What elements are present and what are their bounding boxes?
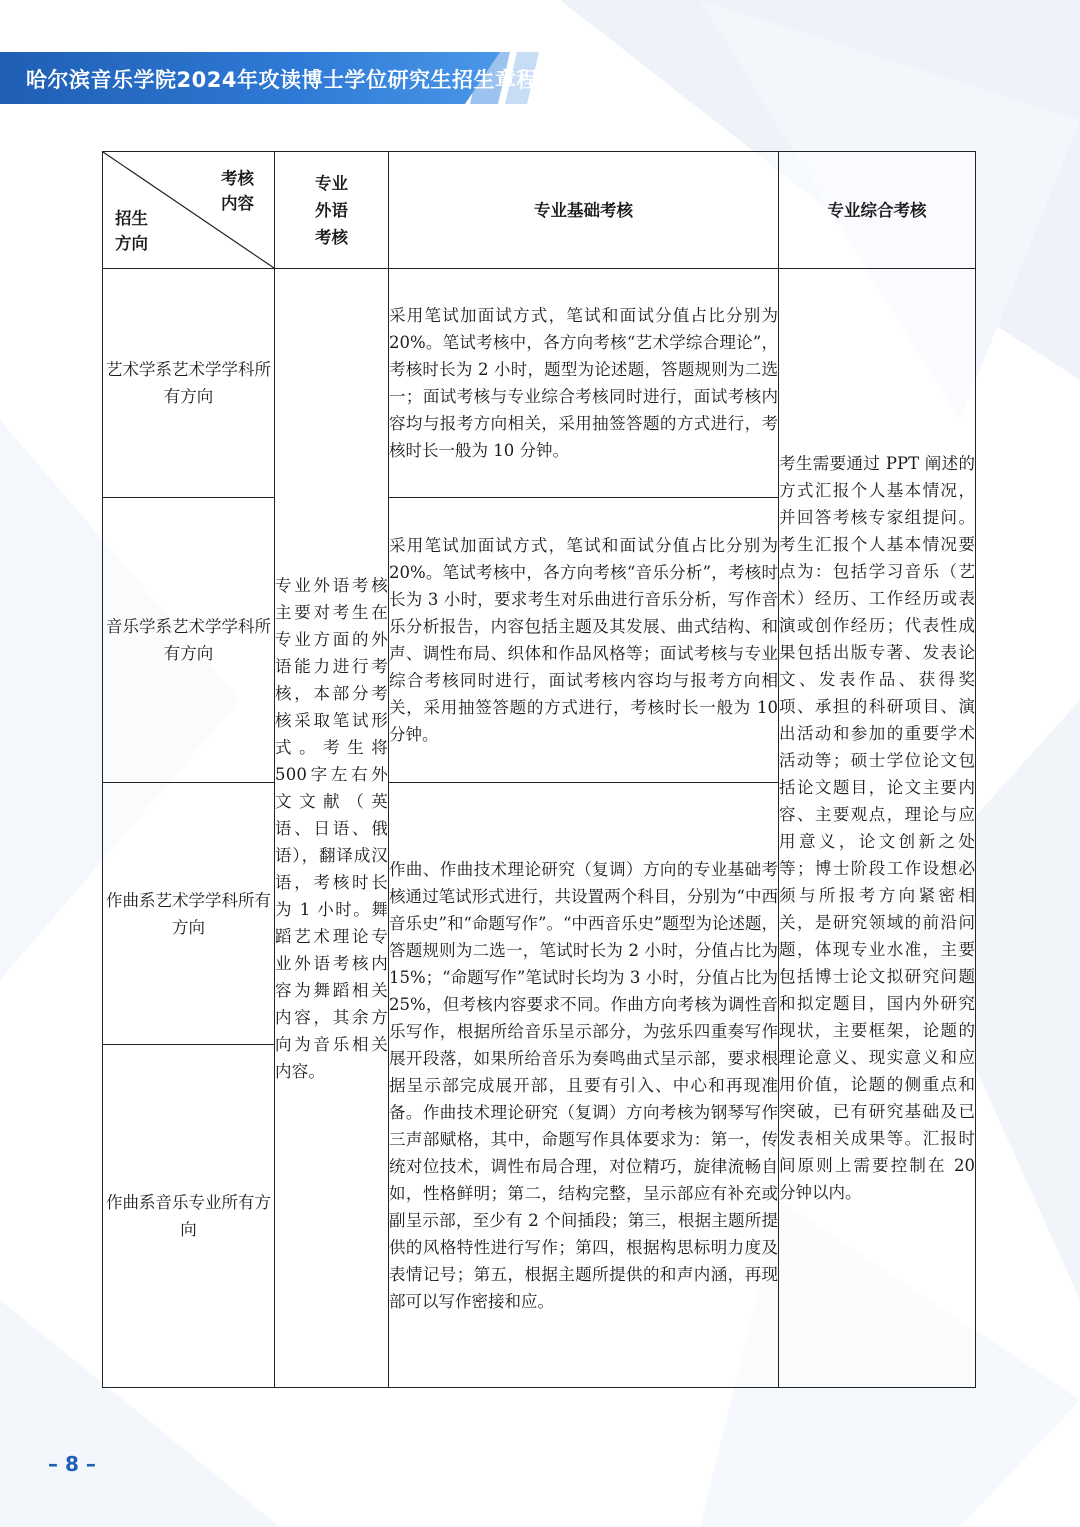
header-basic-exam: 专业基础考核 (389, 152, 779, 269)
header-line: 考核 (315, 227, 348, 247)
corner-label-line: 方向 (115, 234, 148, 253)
comprehensive-exam-cell: 考生需要通过 PPT 阐述的方式汇报个人基本情况，并回答考核专家组提问。考生汇报个人基本情况要点为：包括学习音乐（艺术）经历、工作经历或表演或创作经历；代表性成果包括出版专著、发表论文、发表作品、获得奖项、承担的科研项目、演出活动和参加的重要学术活动等；硕士学位论文包括论文题目，论文主要内容、主要观点，理论与应用意义，论文创新之处等；博士阶段工作设想必须与所报考方向紧密相关，是研究领域的前沿问题，体现专业水准，主要包括博士论文拟研究问题和拟定题目，国内外研究现状，主要框架，论题的理论意义、现实意义和应用价值，论题的侧重点和突破，已有研究基础及已发表相关成果等。汇报时间原则上需要控制在 20 分钟以内。 (779, 269, 976, 1388)
corner-label-line: 考核 (221, 169, 254, 188)
corner-label-line: 内容 (221, 194, 254, 213)
corner-label-content (221, 166, 254, 216)
basic-exam-cell: 作曲、作曲技术理论研究（复调）方向的专业基础考核通过笔试形式进行，共设置两个科目，分别为“中西音乐史”和“命题写作”。“中西音乐史”题型为论述题，答题规则为二选一，笔试时长为 2 小时，分值占比为 15%；“命题写作”笔试时长均为 3 小时，分值占比为 25%，但考核内容要求不同。作曲方向考核为调性音乐写作，根据所给音乐呈示部分，为弦乐四重奏写作展开段落，如果所给音乐为奏鸣曲式呈示部，要求根据呈示部完成展开部，且要有引入、中心和再现准备。作曲技术理论研究（复调）方向考核为钢琴写作三声部赋格，其中，命题写作具体要求为：第一，传统对位技术，调性布局合理，对位精巧，旋律流畅自如，性格鲜明；第二，结构完整，呈示部应有补充或副呈示部，至少有 2 个间插段；第三，根据主题所提供的风格特性进行写作；第四，根据构思标明力度及表情记号；第五，根据主题所提供的和声内涵，再现部可以写作密接和应。 (389, 783, 779, 1388)
foreign-language-exam-cell: 专业外语考核主要对考生在专业方面的外语能力进行考核，本部分考核采取笔试形式。考生将500字左右外文文献（英语、日语、俄语），翻译成汉语，考核时长为 1 小时。舞蹈艺术理论专业外语考核内容为舞蹈相关内容，其余方向为音乐相关内容。 (275, 269, 389, 1388)
corner-label-direction (115, 206, 148, 256)
direction-cell: 作曲系艺术学学科所有方向 (103, 783, 275, 1045)
page-number: – 8 – (48, 1452, 96, 1476)
header-foreign-language-exam (275, 152, 389, 269)
table-row (103, 269, 976, 498)
direction-cell: 音乐学系艺术学学科所有方向 (103, 498, 275, 783)
header-line: 外语 (315, 200, 348, 220)
corner-header-cell (103, 152, 275, 269)
header-line: 专业 (315, 173, 348, 193)
header-comprehensive-exam: 专业综合考核 (779, 152, 976, 269)
table-header-row (103, 152, 976, 269)
basic-exam-cell: 采用笔试加面试方式，笔试和面试分值占比分别为 20%。笔试考核中，各方向考核“艺术学综合理论”，考核时长为 2 小时，题型为论述题，答题规则为二选一；面试考核与专业综合考核同时进行，面试考核内容均与报考方向相关，采用抽签答题的方式进行，考核时长一般为 10 分钟。 (389, 269, 779, 498)
basic-exam-cell: 采用笔试加面试方式，笔试和面试分值占比分别为 20%。笔试考核中，各方向考核“音乐分析”，考核时长为 3 小时，要求考生对乐曲进行音乐分析，写作音乐分析报告，内容包括主题及其发展、曲式结构、和声、调性布局、织体和作品风格等；面试考核与专业综合考核同时进行，面试考核内容均与报考方向相关，采用抽签答题的方式进行，考核时长一般为 10 分钟。 (389, 498, 779, 783)
admission-exam-table (102, 151, 976, 1388)
document-title: 哈尔滨音乐学院2024年攻读博士学位研究生招生章程 (26, 68, 538, 92)
corner-label-line: 招生 (115, 209, 148, 228)
direction-cell: 艺术学系艺术学学科所有方向 (103, 269, 275, 498)
direction-cell: 作曲系音乐专业所有方向 (103, 1045, 275, 1388)
